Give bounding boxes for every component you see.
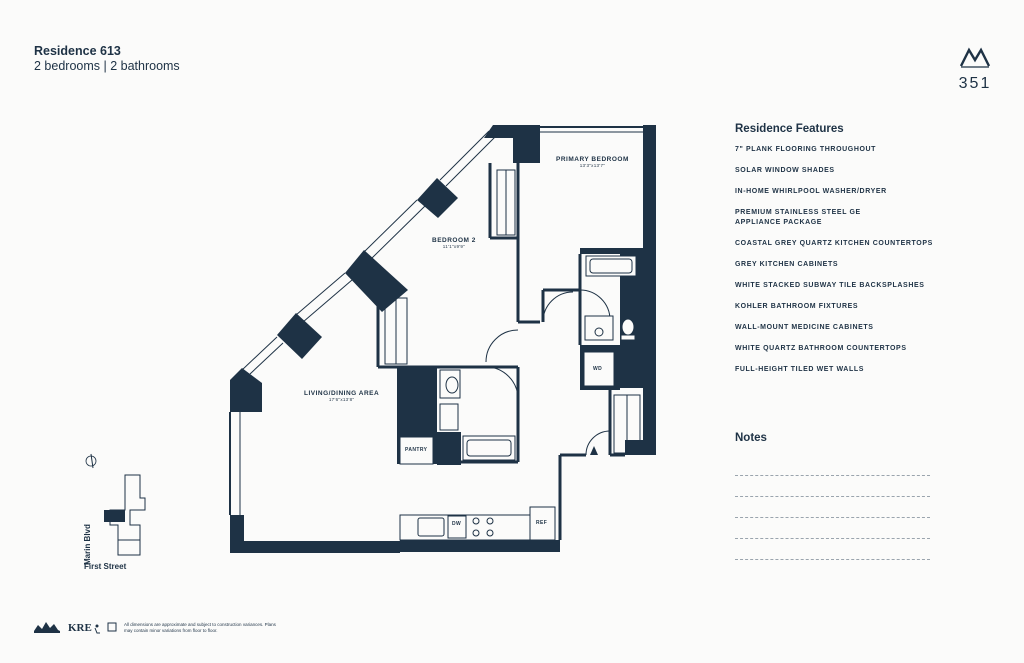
- notes-heading: Notes: [735, 432, 767, 444]
- note-line[interactable]: [735, 540, 930, 560]
- street-marin-blvd: Marin Blvd: [83, 524, 92, 565]
- skyline-logo: [34, 622, 60, 631]
- feature-item: COASTAL GREY QUARTZ KITCHEN COUNTERTOPS: [735, 240, 933, 247]
- wall-bottom-right: [400, 540, 560, 552]
- note-line[interactable]: [735, 519, 930, 539]
- feature-item: WALL-MOUNT MEDICINE CABINETS: [735, 324, 874, 331]
- note-line[interactable]: [735, 456, 930, 476]
- street-first-street: First Street: [84, 562, 127, 571]
- features-panel: [735, 123, 995, 386]
- dw-label: DW: [452, 521, 462, 527]
- column-4: [230, 368, 262, 412]
- room-name: PRIMARY BEDROOM: [556, 156, 629, 163]
- residence-title: Residence 613: [34, 44, 121, 58]
- wall-right-top: [643, 125, 656, 455]
- wall-closet-top: [580, 248, 643, 254]
- feature-item: FULL-HEIGHT TILED WET WALLS: [735, 366, 864, 373]
- feature-item: SOLAR WINDOW SHADES: [735, 167, 835, 174]
- feature-item: IN-HOME WHIRLPOOL WASHER/DRYER: [735, 188, 887, 195]
- wall-bottom-left: [230, 541, 400, 553]
- room-name: LIVING/DINING AREA: [304, 390, 380, 397]
- feature-item: WHITE STACKED SUBWAY TILE BACKSPLASHES: [735, 282, 925, 289]
- room-dim: 13'3"x13'7": [579, 163, 606, 168]
- room-dim: 17'6"x13'8": [328, 397, 355, 402]
- room-bedroom-2: [432, 237, 476, 249]
- pantry-label: PANTRY: [405, 447, 428, 453]
- kre-logo: KRE: [68, 622, 92, 634]
- accessibility-icon: [96, 625, 99, 628]
- feature-item: KOHLER BATHROOM FIXTURES: [735, 303, 859, 310]
- features-heading: Residence Features: [735, 123, 844, 135]
- room-primary-bedroom: [556, 156, 629, 168]
- equal-housing-icon: [108, 623, 116, 631]
- feature-item: GREY KITCHEN CABINETS: [735, 261, 839, 268]
- room-name: BEDROOM 2: [432, 237, 476, 244]
- room-dim: 11'1"x9'9": [442, 244, 466, 249]
- wd-label: WD: [593, 366, 603, 372]
- feature-item: PREMIUM STAINLESS STEEL GE APPLIANCE PACKAGE: [735, 209, 861, 226]
- key-plan: [86, 454, 145, 555]
- notes-panel: [735, 432, 930, 561]
- wall-bath-bottom: [437, 432, 461, 465]
- note-line[interactable]: [735, 498, 930, 518]
- note-line[interactable]: [735, 477, 930, 497]
- disclaimer-text: All dimensions are approximate and subject to construction variances. Plans may contain minor variations from floor to floor.: [124, 622, 276, 633]
- residence-subtitle: 2 bedrooms | 2 bathrooms: [34, 59, 180, 73]
- column-1: [417, 178, 458, 218]
- logo-number: 351: [958, 75, 992, 92]
- ref-label: REF: [536, 520, 548, 526]
- feature-item: 7" PLANK FLOORING THROUGHOUT: [735, 146, 877, 153]
- column-3: [277, 313, 322, 359]
- feature-item: WHITE QUARTZ BATHROOM COUNTERTOPS: [735, 345, 907, 352]
- room-living-dining: [304, 390, 379, 402]
- wall-top-corner: [484, 125, 540, 163]
